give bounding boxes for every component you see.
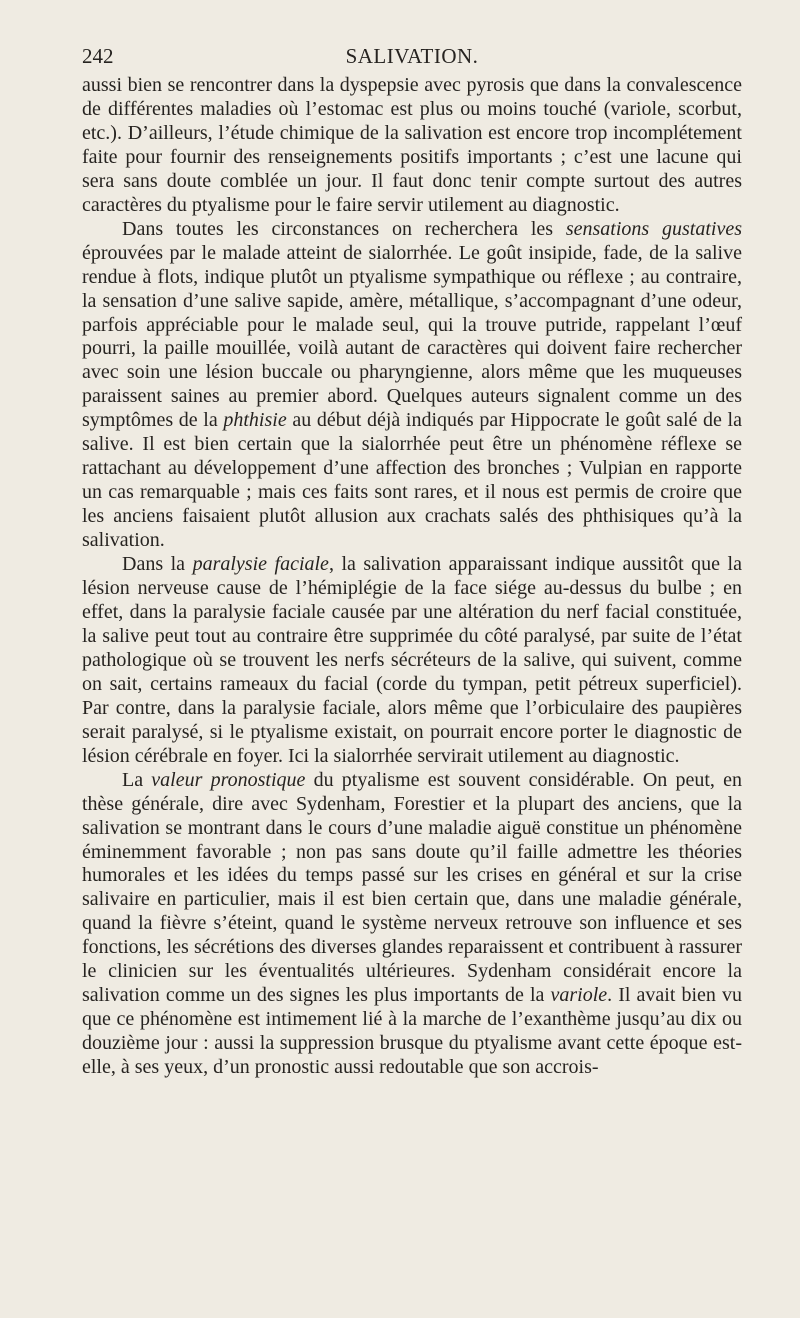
italic-term: sensations gustatives bbox=[565, 217, 742, 240]
page-header bbox=[82, 44, 742, 70]
text-run: Dans la bbox=[122, 553, 193, 576]
paragraph bbox=[82, 74, 742, 218]
text-run: La bbox=[122, 768, 152, 791]
paragraph bbox=[82, 769, 742, 1080]
text-run: , la salivation apparaissant indique aussitôt que la lésion nerveuse cause de l’hémiplégie de la face siége au-dessus du bulbe ; en effet, dans la paralysie faciale causée par une altération du nerf facial constituée, la salive peut tout au contraire être supprimée du côté paralysé, par suite de l’état pathologique où se trouvent les nerfs sécréteurs de la salive, qui suivent, comme on sait, certains rameaux du facial (corde du tympan, petit pétreux superficiel). Par contre, dans la paralysie faciale, alors même que l’orbiculaire des paupières serait paralysé, si le ptyalisme existait, on pourrait encore porter le diagnostic de lésion cérébrale en foyer. Ici la sialorrhée servirait utilement au diagnostic. bbox=[82, 553, 742, 767]
text-run: éprouvées par le malade atteint de sialorrhée. Le goût insipide, fade, de la salive rendue à flots, indique plutôt un ptyalisme sympathique ou réflexe ; au contraire, la sensation d’une salive sapide, amère, métallique, s’accompagnant d’une odeur, parfois appréciable pour le malade seul, qui la trouve putride, rappelant l’œuf pourri, la paille mouillée, voilà autant de caractères qui doivent faire rechercher avec soin une lésion buccale ou pharyngienne, alors même que les muqueuses paraissent saines au premier abord. Quelques auteurs signalent comme un des symptômes de la bbox=[82, 241, 742, 432]
page-number: 242 bbox=[82, 44, 114, 68]
italic-term: paralysie faciale bbox=[192, 553, 329, 576]
running-head: SALIVATION. bbox=[345, 44, 479, 68]
text-run: . Il avait bien vu que ce phénomène est intimement lié à la marche de l’exanthème jusqu’au dix ou douzième jour : aussi la suppression brusque du ptyalisme avant cette époque est-elle, à ses yeux, d’un pronostic aussi redoutable que son accrois- bbox=[82, 984, 742, 1079]
italic-term: variole bbox=[550, 984, 608, 1007]
italic-term: valeur pronostique bbox=[151, 768, 306, 791]
paragraph bbox=[82, 553, 742, 769]
paragraph bbox=[82, 218, 742, 553]
italic-term: phthisie bbox=[223, 409, 287, 432]
body-text bbox=[82, 74, 742, 1080]
text-run: au début déjà indiqués par Hippocrate le goût salé de la salive. Il est bien certain que la sialorrhée peut être un phénomène réflexe se rattachant au développement d’une affection des bronches ; Vulpian en rapporte un cas remarquable ; mais ces faits sont rares, et il nous est permis de croire que les anciens faisaient plutôt allusion aux crachats salés des phthisiques qu’à la salivation. bbox=[82, 409, 742, 552]
text-run: Dans toutes les circonstances on recherchera les bbox=[122, 217, 566, 240]
text-run: aussi bien se rencontrer dans la dyspepsie avec pyrosis que dans la convalescence de différentes maladies où l’estomac est plus ou moins touché (variole, scorbut, etc.). D’ailleurs, l’étude chimique de la salivation est encore trop incomplétement faite pour fournir des renseignements positifs importants ; c’est une lacune qui sera sans doute comblée un jour. Il faut donc tenir compte surtout des autres caractères du ptyalisme pour le faire servir utilement au diagnostic. bbox=[82, 74, 742, 216]
text-run: du ptyalisme est souvent considérable. On peut, en thèse générale, dire avec Sydenham, Forestier et la plupart des anciens, que la salivation se montrant dans le cours d’une maladie aiguë constitue un phénomène éminemment favorable ; non pas sans doute qu’il faille admettre les théories humorales et les idées du temps passé sur les crises en général et sur la crise salivaire en particulier, mais il est bien certain que, dans une maladie générale, quand la fièvre s’éteint, quand le système nerveux retrouve son influence et ses fonctions, les sécrétions des diverses glandes reparaissent et contribuent à rassurer le clinicien sur les éventualités ultérieures. Sydenham considérait encore la salivation comme un des signes les plus importants de la bbox=[82, 768, 742, 1007]
